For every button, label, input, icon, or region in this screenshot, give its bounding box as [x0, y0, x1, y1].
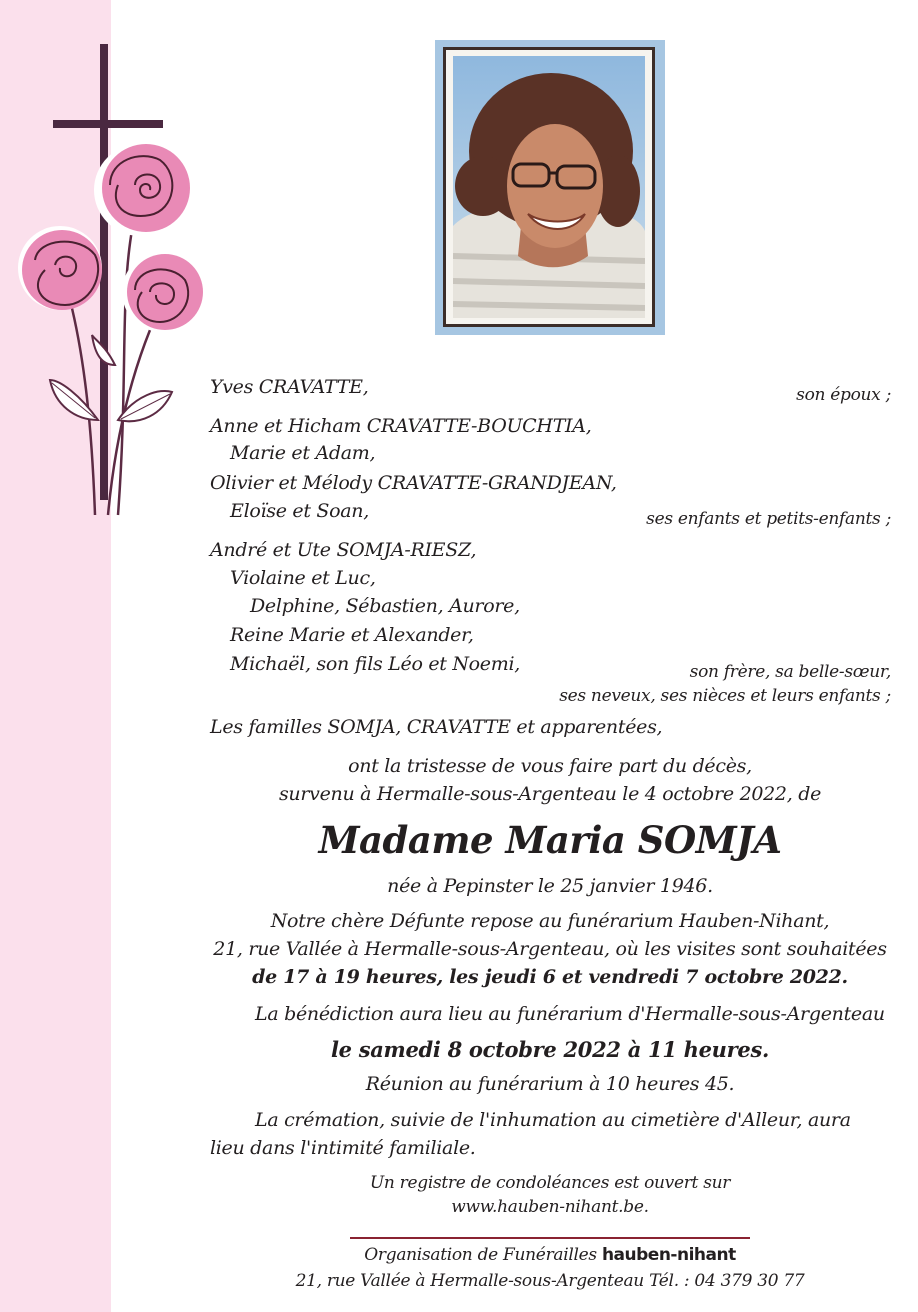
- cremation-line: La crémation, suivie de l'inhumation au cimetière d'Alleur, aura: [255, 1109, 851, 1131]
- siblings-relation: ses neveux, ses nièces et leurs enfants ;: [559, 686, 891, 706]
- spouse-relation: son époux ;: [796, 385, 891, 405]
- ceremony-gathering: Réunion au funérarium à 10 heures 45.: [365, 1073, 735, 1095]
- visits-line: 21, rue Vallée à Hermalle-sous-Argenteau, où les visites sont souhaitées: [213, 938, 887, 960]
- footer-phone: Tél. : 04 379 30 77: [649, 1271, 805, 1291]
- footer-organization: [210, 1247, 890, 1264]
- footer-separator: [350, 1237, 750, 1239]
- nephew-line: Reine Marie et Alexander,: [230, 624, 474, 646]
- announcement-line: survenu à Hermalle-sous-Argenteau le 4 octobre 2022, de: [278, 783, 822, 805]
- cremation-line: lieu dans l'intimité familiale.: [210, 1137, 476, 1159]
- child-line: Olivier et Mélody CRAVATTE-GRANDJEAN,: [210, 472, 617, 494]
- birth-info: née à Pepinster le 25 janvier 1946.: [387, 875, 713, 897]
- sibling-line: André et Ute SOMJA-RIESZ,: [210, 539, 477, 561]
- grandchild-line: Eloïse et Soan,: [230, 500, 369, 522]
- portrait-photo: [453, 56, 645, 318]
- registry-line: Un registre de condoléances est ouvert sur: [369, 1173, 731, 1193]
- organization-label: Organisation de Funérailles: [364, 1245, 597, 1265]
- brand-logo: hauben-nihant: [601, 1245, 736, 1265]
- child-line: Anne et Hicham CRAVATTE-BOUCHTIA,: [210, 415, 592, 437]
- portrait-frame: [435, 40, 665, 335]
- siblings-relation: son frère, sa belle-sœur,: [689, 662, 891, 682]
- grandchild-line: Marie et Adam,: [230, 442, 376, 464]
- nephew-line: Michaël, son fils Léo et Noemi,: [230, 653, 520, 675]
- deceased-name: Madame Maria SOMJA: [318, 818, 782, 862]
- children-relation: ses enfants et petits-enfants ;: [646, 509, 891, 529]
- rose-bouquet-icon: [0, 0, 220, 530]
- ceremony-date: le samedi 8 octobre 2022 à 11 heures.: [330, 1037, 770, 1062]
- grandnephew-line: Delphine, Sébastien, Aurore,: [250, 595, 520, 617]
- visits-line: Notre chère Défunte repose au funérarium Hauben-Nihant,: [270, 910, 830, 932]
- announcement-line: ont la tristesse de vous faire part du décès,: [348, 755, 752, 777]
- ceremony-line: La bénédiction aura lieu au funérarium d'Hermalle-sous-Argenteau: [255, 1003, 885, 1025]
- footer-contact: [210, 1273, 890, 1290]
- registry-url[interactable]: www.hauben-nihant.be.: [451, 1197, 649, 1217]
- footer-address: 21, rue Vallée à Hermalle-sous-Argenteau: [295, 1271, 644, 1291]
- families-line: Les familles SOMJA, CRAVATTE et apparentées,: [210, 716, 663, 738]
- nephew-line: Violaine et Luc,: [230, 567, 376, 589]
- visits-hours: de 17 à 19 heures, les jeudi 6 et vendredi 7 octobre 2022.: [252, 966, 848, 988]
- spouse-name: Yves CRAVATTE,: [210, 376, 369, 398]
